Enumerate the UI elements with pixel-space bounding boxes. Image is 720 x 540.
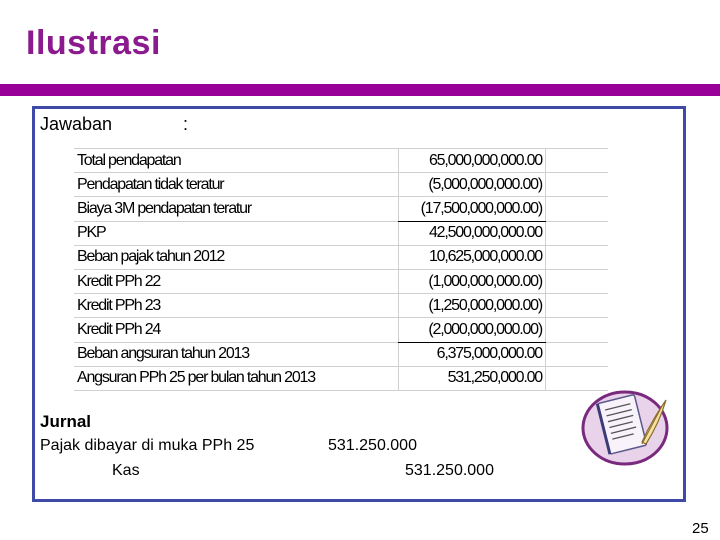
row-value: (17,500,000,000.00) [399, 197, 546, 221]
empty-cell [546, 173, 609, 197]
row-value: (5,000,000,000.00) [399, 173, 546, 197]
row-value: (2,000,000,000.00) [399, 318, 546, 342]
table-row [74, 245, 608, 269]
table-row [74, 221, 608, 245]
row-value: 42,500,000,000.00 [399, 221, 546, 245]
row-value: 531,250,000.00 [399, 366, 546, 390]
empty-cell [546, 149, 609, 173]
table-row [74, 366, 608, 390]
row-value: 10,625,000,000.00 [399, 245, 546, 269]
row-label: Total pendapatan [74, 149, 399, 173]
answer-label: Jawaban [40, 114, 113, 134]
table-row [74, 269, 608, 293]
journal-debit-amount: 531.250.000 [328, 437, 417, 454]
empty-cell [546, 245, 609, 269]
table-row [74, 197, 608, 221]
notebook-quill-icon [580, 384, 672, 468]
row-value: (1,000,000,000.00) [399, 269, 546, 293]
row-label: Kredit PPh 24 [74, 318, 399, 342]
row-label: Beban angsuran tahun 2013 [74, 342, 399, 366]
row-value: (1,250,000,000.00) [399, 294, 546, 318]
journal-credit-amount: 531.250.000 [405, 462, 494, 479]
empty-cell [546, 294, 609, 318]
row-label: Kredit PPh 22 [74, 269, 399, 293]
slide-title: Ilustrasi [26, 24, 161, 62]
row-value: 6,375,000,000.00 [399, 342, 546, 366]
row-label: Beban pajak tahun 2012 [74, 245, 399, 269]
table-row [74, 149, 608, 173]
table-row [74, 318, 608, 342]
row-label: Angsuran PPh 25 per bulan tahun 2013 [74, 366, 399, 390]
table-row [74, 294, 608, 318]
journal-credit-account: Kas [112, 462, 140, 479]
tax-calculation-table [74, 148, 608, 391]
empty-cell [546, 221, 609, 245]
row-label: Biaya 3M pendapatan teratur [74, 197, 399, 221]
row-label: Kredit PPh 23 [74, 294, 399, 318]
row-value: 65,000,000,000.00 [399, 149, 546, 173]
table-row [74, 173, 608, 197]
page-number: 25 [692, 520, 709, 537]
journal-heading: Jurnal [40, 412, 92, 431]
row-label: PKP [74, 221, 399, 245]
empty-cell [546, 197, 609, 221]
answer-colon: : [183, 114, 189, 134]
title-divider-bar [0, 84, 720, 96]
empty-cell [546, 342, 609, 366]
journal-debit-account: Pajak dibayar di muka PPh 25 [40, 437, 255, 454]
row-label: Pendapatan tidak teratur [74, 173, 399, 197]
empty-cell [546, 318, 609, 342]
table-row [74, 342, 608, 366]
empty-cell [546, 269, 609, 293]
